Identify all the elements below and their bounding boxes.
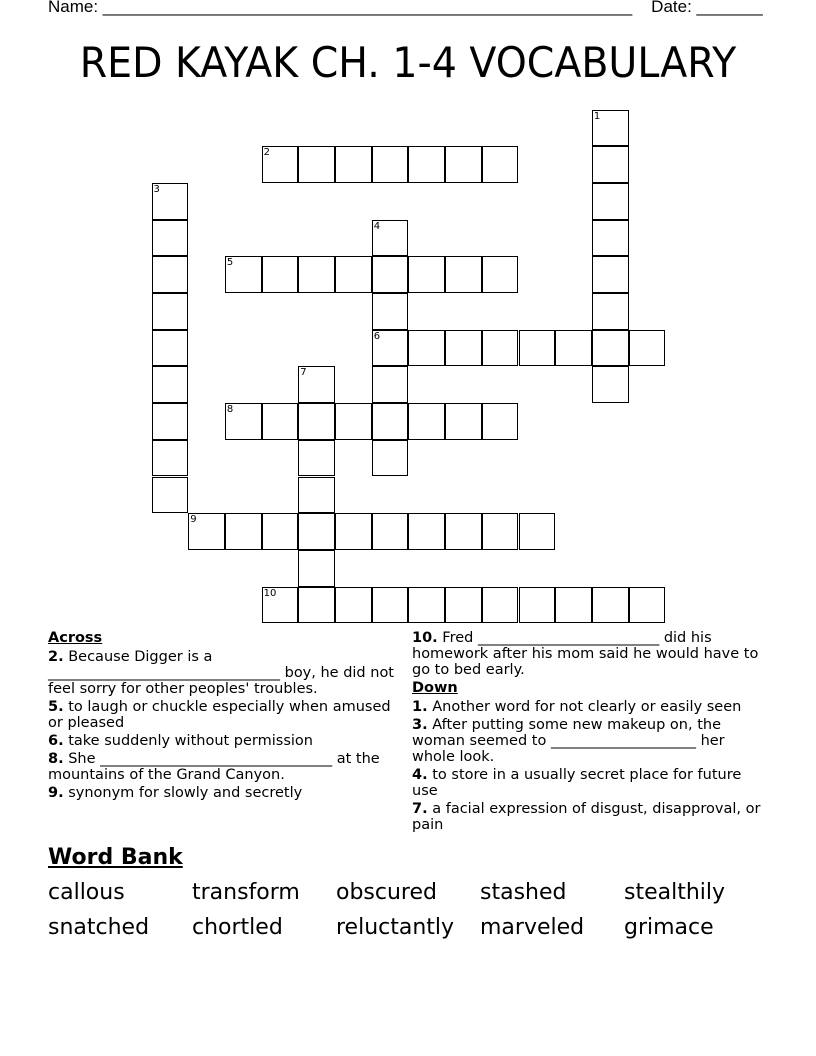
crossword-cell[interactable] <box>408 513 445 550</box>
crossword-cell[interactable] <box>152 183 189 220</box>
crossword-cell[interactable] <box>482 587 519 624</box>
crossword-cell[interactable] <box>555 330 592 367</box>
clue-down-4: 4. to store in a usually secret place for future use <box>412 767 742 799</box>
crossword-cell[interactable] <box>335 403 372 440</box>
word-bank-item: stealthily <box>624 880 726 905</box>
crossword-cell[interactable] <box>262 587 299 624</box>
word-bank-item: transform <box>192 880 300 905</box>
crossword-cell[interactable] <box>445 146 482 183</box>
clue-across-5: 5. to laugh or chuckle especially when amused or pleased <box>48 699 391 731</box>
word-bank <box>48 880 768 940</box>
crossword-cell[interactable] <box>592 220 629 257</box>
crossword-cell[interactable] <box>262 513 299 550</box>
clue-number: 5 <box>226 257 234 269</box>
clue-across-9: 9. synonym for slowly and secretly <box>48 785 303 801</box>
crossword-cell[interactable] <box>262 256 299 293</box>
crossword-cell[interactable] <box>445 587 482 624</box>
crossword-cell[interactable] <box>298 513 335 550</box>
word-bank-item: marveled <box>480 915 585 940</box>
crossword-cell[interactable] <box>225 256 262 293</box>
crossword-cell[interactable] <box>482 403 519 440</box>
crossword-cell[interactable] <box>408 403 445 440</box>
crossword-cell[interactable] <box>592 366 629 403</box>
crossword-cell[interactable] <box>152 256 189 293</box>
crossword-cell[interactable] <box>152 477 189 514</box>
crossword-cell[interactable] <box>372 587 409 624</box>
crossword-cell[interactable] <box>298 550 335 587</box>
page-title: RED KAYAK CH. 1-4 VOCABULARY <box>79 38 737 87</box>
crossword-cell[interactable] <box>372 366 409 403</box>
clue-number: 1 <box>593 110 601 122</box>
crossword-cell[interactable] <box>629 330 666 367</box>
crossword-cell[interactable] <box>372 513 409 550</box>
crossword-cell[interactable] <box>592 293 629 330</box>
clue-across-8: 8. She ________________________________ at the mountains of the Grand Canyon. <box>48 751 380 783</box>
crossword-cell[interactable] <box>519 587 556 624</box>
clue-number: 4 <box>373 220 381 232</box>
crossword-cell[interactable] <box>262 146 299 183</box>
word-bank-item: chortled <box>192 915 283 940</box>
crossword-cell[interactable] <box>298 587 335 624</box>
crossword-cell[interactable] <box>372 403 409 440</box>
clues-right-column <box>412 630 764 835</box>
crossword-cell[interactable] <box>372 330 409 367</box>
crossword-cell[interactable] <box>298 403 335 440</box>
crossword-cell[interactable] <box>372 220 409 257</box>
clue-down-3: 3. After putting some new makeup on, the woman seemed to ____________________ her whole look. <box>412 717 725 765</box>
crossword-cell[interactable] <box>519 330 556 367</box>
crossword-cell[interactable] <box>262 403 299 440</box>
word-bank-item: reluctantly <box>336 915 455 940</box>
crossword-cell[interactable] <box>298 146 335 183</box>
crossword-cell[interactable] <box>519 513 556 550</box>
crossword-cell[interactable] <box>592 110 629 147</box>
clue-number: 8 <box>226 404 234 416</box>
clue-across-6: 6. take suddenly without permission <box>48 733 313 749</box>
crossword-cell[interactable] <box>372 146 409 183</box>
crossword-cell[interactable] <box>298 477 335 514</box>
word-bank-item: callous <box>48 880 125 905</box>
word-bank-item: obscured <box>336 880 437 905</box>
crossword-cell[interactable] <box>298 440 335 477</box>
crossword-cell[interactable] <box>408 256 445 293</box>
crossword-cell[interactable] <box>152 366 189 403</box>
crossword-cell[interactable] <box>445 256 482 293</box>
crossword-cell[interactable] <box>482 146 519 183</box>
clue-across-2: 2. Because Digger is a ________________________________ boy, he did not feel sorry for other peoples' troubles. <box>48 649 394 697</box>
crossword-cell[interactable] <box>445 403 482 440</box>
crossword-cell[interactable] <box>298 366 335 403</box>
crossword-cell[interactable] <box>152 293 189 330</box>
clue-number: 9 <box>190 514 197 526</box>
word-bank-title: Word Bank <box>48 845 183 870</box>
clue-number: 6 <box>373 330 381 342</box>
clue-down-1: 1. Another word for not clearly or easily seen <box>412 699 742 715</box>
crossword-cell[interactable] <box>335 513 372 550</box>
crossword-cell[interactable] <box>445 513 482 550</box>
name-field[interactable]: Name: ________________________________________________________ <box>48 0 633 16</box>
crossword-cell[interactable] <box>445 330 482 367</box>
crossword-cell[interactable] <box>152 440 189 477</box>
down-heading: Down <box>412 680 458 696</box>
crossword-cell[interactable] <box>592 256 629 293</box>
clue-number: 3 <box>153 183 160 195</box>
crossword-cell[interactable] <box>592 587 629 624</box>
word-bank-item: stashed <box>480 880 567 905</box>
crossword-cell[interactable] <box>335 587 372 624</box>
crossword-cell[interactable] <box>335 256 372 293</box>
crossword-cell[interactable] <box>372 440 409 477</box>
clue-number: 2 <box>263 147 270 159</box>
crossword-cell[interactable] <box>482 330 519 367</box>
clue-down-7: 7. a facial expression of disgust, disapproval, or pain <box>412 801 761 833</box>
crossword-cell[interactable] <box>592 183 629 220</box>
crossword-cell[interactable] <box>225 403 262 440</box>
crossword-cell[interactable] <box>555 587 592 624</box>
crossword-cell[interactable] <box>372 256 409 293</box>
crossword-cell[interactable] <box>408 330 445 367</box>
crossword-cell[interactable] <box>592 146 629 183</box>
crossword-cell[interactable] <box>372 293 409 330</box>
clue-number: 10 <box>263 587 277 599</box>
crossword-cell[interactable] <box>188 513 225 550</box>
word-bank-item: grimace <box>624 915 714 940</box>
crossword-cell[interactable] <box>152 403 189 440</box>
word-bank-item: snatched <box>48 915 150 940</box>
crossword-cell[interactable] <box>482 513 519 550</box>
date-field[interactable]: Date: _______ <box>651 0 763 16</box>
clue-number: 7 <box>300 367 307 379</box>
crossword-cell[interactable] <box>335 146 372 183</box>
crossword-cell[interactable] <box>152 220 189 257</box>
crossword-cell[interactable] <box>482 256 519 293</box>
crossword-cell[interactable] <box>408 146 445 183</box>
across-heading: Across <box>48 630 103 646</box>
crossword-cell[interactable] <box>592 330 629 367</box>
crossword-cell[interactable] <box>298 256 335 293</box>
clues-left-column <box>48 630 408 803</box>
crossword-cell[interactable] <box>225 513 262 550</box>
clue-across-10: 10. Fred _________________________ did his homework after his mom said he would have to go to bed early. <box>412 630 759 678</box>
crossword-cell[interactable] <box>408 587 445 624</box>
crossword-cell[interactable] <box>152 330 189 367</box>
crossword-cell[interactable] <box>629 587 666 624</box>
